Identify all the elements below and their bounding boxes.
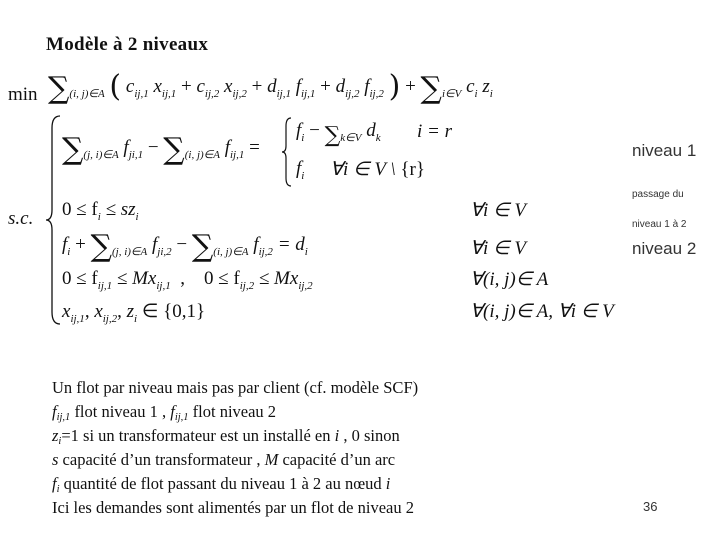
slide-title: Modèle à 2 niveaux: [46, 34, 209, 55]
subject-to-label: s.c.: [8, 208, 34, 229]
case-source-node: $f_i - \sum_{k\in V}$ $d_k$: [296, 120, 381, 148]
sum-symbol: ∑: [48, 71, 70, 106]
sum-symbol: ∑: [420, 71, 442, 106]
description-line3: zi=1 si un transformateur est un installé en i , 0 sinon: [52, 426, 400, 447]
constraint-arc-capacity-condition: ∀(i, j)∈ A: [470, 269, 549, 290]
page-number: 36: [643, 499, 658, 514]
constraint-arc-capacity: $0 \le f_{ij,1} \le Mx_{ij,1}$ , $0 \le f_{ij,2} \le Mx_{ij,2}$: [62, 268, 313, 292]
case-source-condition: i = r: [417, 121, 452, 142]
min-label: min: [8, 84, 38, 105]
constraint-domains: $x_{ij,1}$, $x_{ij,2}$, $z_i$ ∈ {0,1}: [62, 301, 206, 325]
description-line2: fij,1 flot niveau 1 , fij,1 flot niveau 2: [52, 402, 277, 423]
constraints-brace: [44, 114, 62, 326]
label-passage-line1: passage du: [632, 189, 684, 200]
constraint-transformer-capacity: $0 \le f_i \le sz_i$: [62, 199, 139, 223]
description-line6: Ici les demandes sont alimentés par un flot de niveau 2: [52, 498, 414, 517]
description-line1: Un flot par niveau mais pas par client (cf. modèle SCF): [52, 378, 419, 397]
constraint-transformer-condition: ∀i ∈ V: [470, 200, 526, 221]
description-line5: fi quantité de flot passant du niveau 1 à 2 au nœud i: [52, 474, 391, 495]
label-passage-line2: niveau 1 à 2: [632, 219, 687, 230]
constraint-flow-level2-condition: ∀i ∈ V: [470, 238, 526, 259]
case-other-condition: ∀i ∈ V \ {r}: [330, 159, 425, 180]
label-level2: niveau 2: [632, 239, 697, 258]
case-other-nodes: $f_i$: [296, 158, 305, 182]
objective-function: $\sum_{(i, j)\in A}$ ( $c_{ij,1}$ $x_{ij,1} + c_{ij,2}$ $x_{ij,2} + d_{ij,1}$ $f_{ij,1} + d_{ij,2}$ $f_{ij,2}$ ) + $\sum_{i\in V}$ $c_i$ $z_i$: [48, 69, 493, 106]
constraint-flow-level2: $f_i + \sum_{(j, i)\in A}$ $f_{ji,2} - \sum_{(i, j)\in A}$ $f_{ij,2} = d_i$: [62, 229, 308, 264]
constraint-flow-level1: $\sum_{(j, i)\in A}$ $f_{ji,1} - \sum_{(i, j)\in A}$ $f_{ij,1}$ =: [62, 132, 260, 167]
description-line4: s capacité d’un transformateur , M capacité d’un arc: [52, 450, 396, 469]
label-level1: niveau 1: [632, 141, 697, 160]
cases-brace: [281, 116, 293, 188]
constraint-domains-condition: ∀(i, j)∈ A, ∀i ∈ V: [470, 301, 614, 322]
